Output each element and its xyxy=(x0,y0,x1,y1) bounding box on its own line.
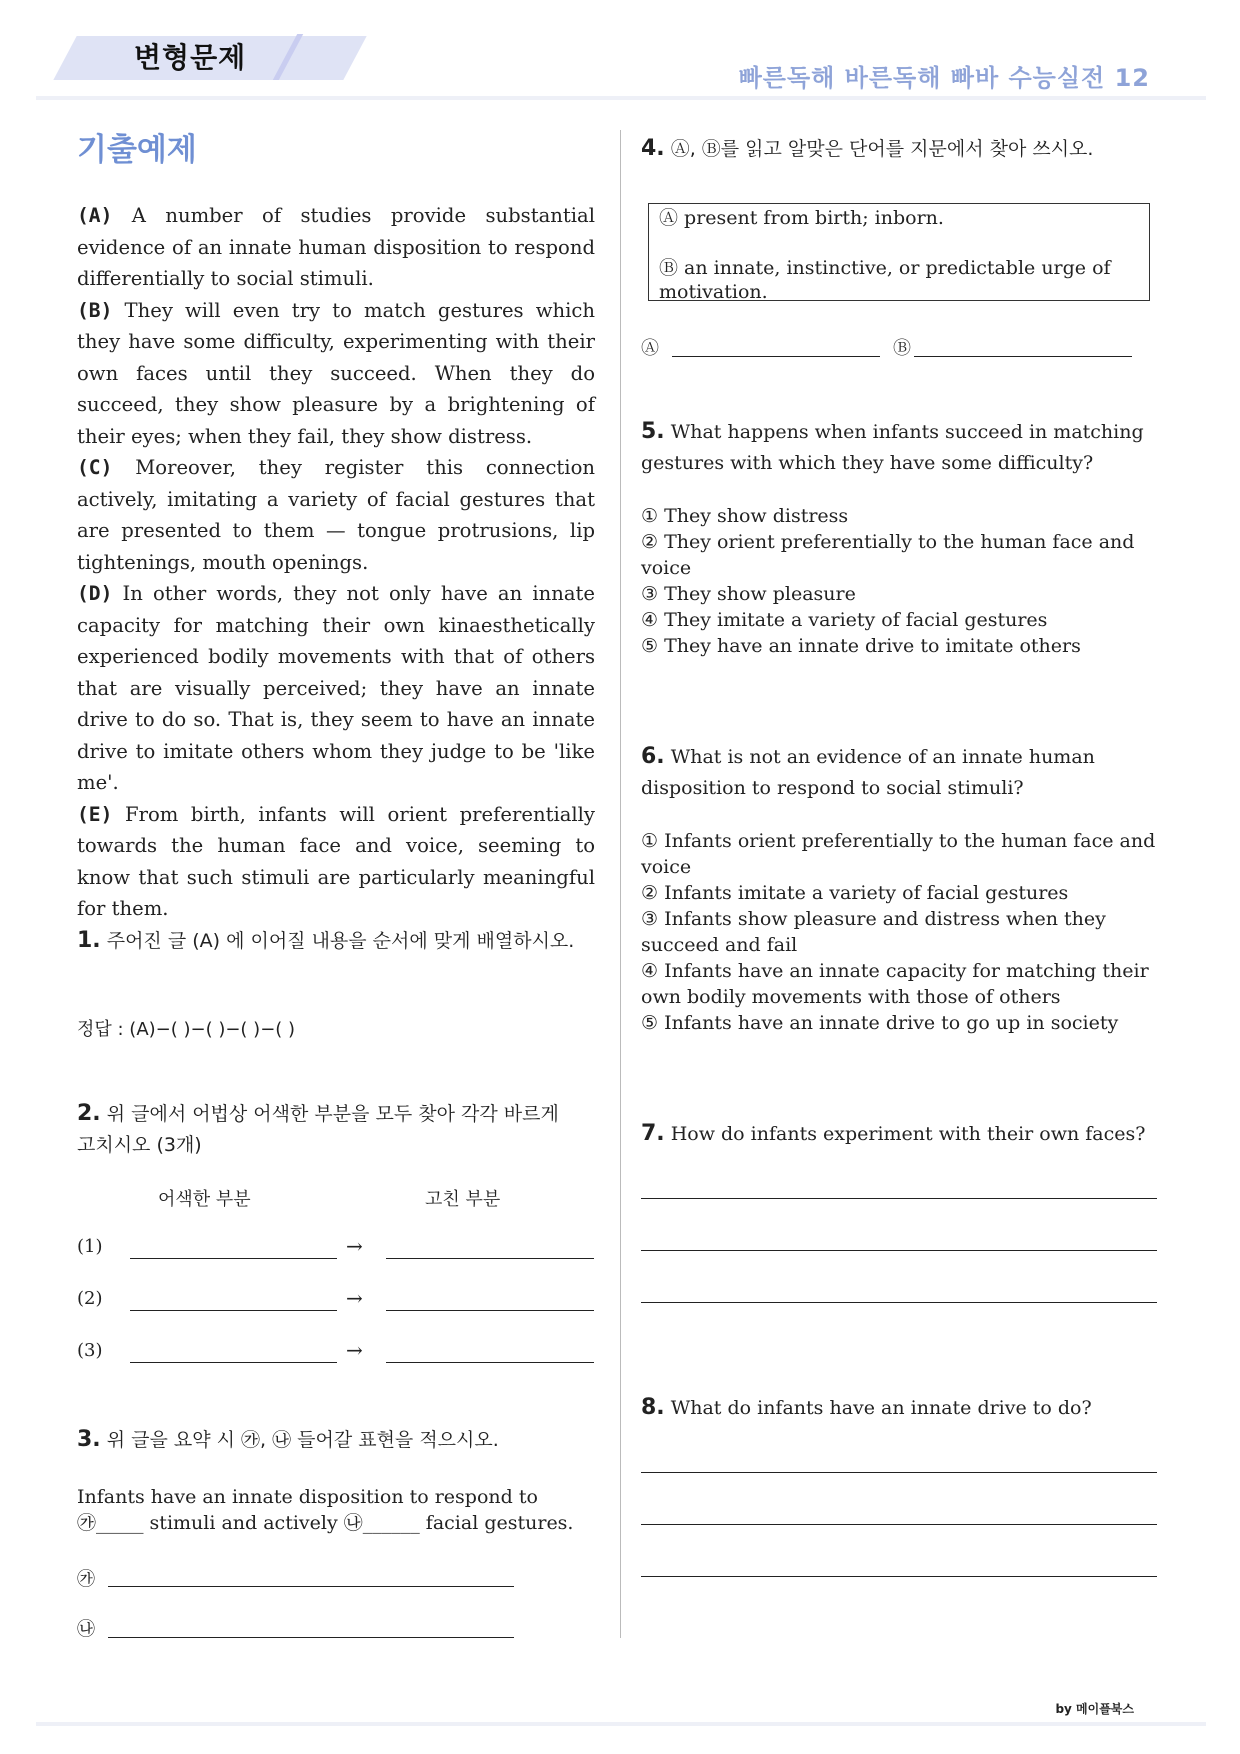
option[interactable]: ① Infants orient preferentially to the human face and voice xyxy=(641,830,1156,878)
question-text: Ⓐ, Ⓑ를 읽고 알맞은 단어를 지문에서 찾아 쓰시오. xyxy=(664,138,1094,160)
paragraph-text: From birth, infants will orient preferentially towards the human face and voice, seeming to know that such stimuli are particularly meaningful for them. xyxy=(77,802,595,920)
question-number: 4. xyxy=(641,136,665,161)
question-7 xyxy=(641,1118,1181,1150)
question-text: What happens when infants succeed in matching gestures with which they have some difficulty? xyxy=(641,421,1144,474)
paragraph-label: (C) xyxy=(77,456,113,479)
passage-paragraph-e xyxy=(77,799,595,925)
paragraph-text: They will even try to match gestures which they have some difficulty, experimenting with their own faces until they succeed. When they do succeed, they show pleasure by a brightening of their eyes; when they fail, they show distress. xyxy=(77,298,595,448)
option[interactable]: ④ They imitate a variety of facial gestures xyxy=(641,609,1048,631)
q5-options xyxy=(641,503,1151,659)
answer-line[interactable] xyxy=(641,1524,1157,1525)
option[interactable]: ③ They show pleasure xyxy=(641,583,856,605)
answer-blank-b[interactable] xyxy=(914,356,1132,357)
answer-blank-a[interactable] xyxy=(108,1586,514,1587)
answer-label-a: ㉮ xyxy=(77,1569,95,1590)
definition-b: Ⓑ an innate, instinctive, or predictable urge of motivation. xyxy=(659,257,1111,303)
paragraph-label: (E) xyxy=(77,802,113,826)
option[interactable]: ② Infants imitate a variety of facial gestures xyxy=(641,882,1069,904)
passage-paragraph-b xyxy=(77,295,595,453)
answer-label-b: ㉯ xyxy=(77,1619,95,1640)
paragraph-text: A number of studies provide substantial evidence of an innate human disposition to respond differentially to social stimuli. xyxy=(77,204,595,290)
passage-paragraph-d xyxy=(77,578,595,799)
publisher-credit: by 메이플북스 xyxy=(1055,1702,1134,1716)
header-series-title: 빠른독해 바른독해 빠바 수능실전 12 xyxy=(738,64,1150,92)
passage-paragraph-c xyxy=(77,452,595,578)
option[interactable]: ④ Infants have an innate capacity for matching their own bodily movements with those of others xyxy=(641,960,1149,1008)
answer-blank-fixed[interactable] xyxy=(386,1362,594,1363)
option[interactable]: ① They show distress xyxy=(641,505,849,527)
summary-sentence xyxy=(77,1484,597,1536)
paragraph-label: (D) xyxy=(77,582,113,605)
summary-line: Infants have an innate disposition to respond to xyxy=(77,1486,538,1508)
col-header-fixed: 고친 부분 xyxy=(425,1189,501,1210)
answer-blank-fixed[interactable] xyxy=(386,1310,594,1311)
answer-blank-wrong[interactable] xyxy=(130,1362,337,1363)
question-number: 1. xyxy=(77,928,101,953)
paragraph-text: Moreover, they register this connection actively, imitating a variety of facial gestures that are presented to them — tongue protrusions, lip tightenings, mouth openings. xyxy=(77,456,595,574)
question-1 xyxy=(77,925,595,957)
question-number: 8. xyxy=(641,1395,665,1420)
definition-box xyxy=(648,203,1150,301)
paragraph-text: In other words, they not only have an innate capacity for matching their own kinaesthetically experienced bodily movements with that of others that are visually perceived; they have an innate drive to do so. That is, they seem to have an innate drive to imitate others whom they judge to be 'like me'. xyxy=(77,582,595,794)
passage-paragraph-a xyxy=(77,200,595,295)
answer-blank-wrong[interactable] xyxy=(130,1258,337,1259)
question-number: 5. xyxy=(641,419,665,444)
answer-blank-fixed[interactable] xyxy=(386,1258,594,1259)
answer-blank-b[interactable] xyxy=(108,1637,514,1638)
question-5 xyxy=(641,416,1146,479)
question-text: 위 글에서 어법상 어색한 부분을 모두 찾아 각각 바르게 고치시오 (3개) xyxy=(77,1103,559,1156)
summary-blank-a: ㉮_____ xyxy=(77,1512,144,1534)
summary-blank-b: ㉯______ xyxy=(343,1512,420,1534)
summary-line xyxy=(77,1510,597,1536)
answer-blank-a[interactable] xyxy=(672,356,880,357)
row-label: (2) xyxy=(77,1288,103,1309)
answer-label-b: Ⓑ xyxy=(893,338,911,359)
question-text: 주어진 글 (A) 에 이어질 내용을 순서에 맞게 배열하시오. xyxy=(100,930,575,952)
answer-label-a: Ⓐ xyxy=(641,338,659,359)
header-badge-title: 변형문제 xyxy=(134,41,247,74)
definition-a: Ⓐ present from birth; inborn. xyxy=(659,207,944,229)
answer-blank-wrong[interactable] xyxy=(130,1310,337,1311)
row-label: (1) xyxy=(77,1236,103,1257)
summary-text: stimuli and actively xyxy=(143,1512,344,1534)
row-label: (3) xyxy=(77,1340,103,1361)
question-number: 2. xyxy=(77,1101,101,1126)
arrow-icon: → xyxy=(346,1286,363,1310)
question-text: 위 글을 요약 시 ㉮, ㉯ 들어갈 표현을 적으시오. xyxy=(100,1429,499,1451)
question-number: 6. xyxy=(641,744,665,769)
question-3 xyxy=(77,1424,595,1456)
question-8 xyxy=(641,1392,1181,1424)
question-text: What do infants have an innate drive to do? xyxy=(664,1397,1092,1419)
answer-line[interactable] xyxy=(641,1576,1157,1577)
arrow-icon: → xyxy=(346,1338,363,1362)
answer-label: 정답 : xyxy=(77,1019,130,1040)
col-header-wrong: 어색한 부분 xyxy=(158,1189,251,1210)
answer-template[interactable]: (A)−( )−( )−( )−( ) xyxy=(129,1019,296,1040)
question-number: 3. xyxy=(77,1427,101,1452)
question-text: How do infants experiment with their own faces? xyxy=(664,1123,1146,1145)
q1-answer-row xyxy=(77,1015,295,1041)
option[interactable]: ② They orient preferentially to the human face and voice xyxy=(641,531,1135,579)
question-2 xyxy=(77,1098,577,1161)
question-4 xyxy=(641,133,1181,165)
section-title: 기출예제 xyxy=(77,132,197,168)
option[interactable]: ⑤ They have an innate drive to imitate others xyxy=(641,635,1081,657)
column-divider xyxy=(620,130,621,1638)
paragraph-label: (B) xyxy=(77,298,113,322)
answer-line[interactable] xyxy=(641,1472,1157,1473)
option[interactable]: ③ Infants show pleasure and distress when they succeed and fail xyxy=(641,908,1106,956)
q6-options xyxy=(641,828,1159,1036)
summary-text: facial gestures. xyxy=(419,1512,574,1534)
option[interactable]: ⑤ Infants have an innate drive to go up in society xyxy=(641,1012,1119,1034)
header-divider xyxy=(36,96,1206,100)
question-number: 7. xyxy=(641,1121,665,1146)
answer-line[interactable] xyxy=(641,1250,1157,1251)
arrow-icon: → xyxy=(346,1234,363,1258)
answer-line[interactable] xyxy=(641,1302,1157,1303)
question-text: What is not an evidence of an innate human disposition to respond to social stimuli? xyxy=(641,746,1095,799)
question-6 xyxy=(641,741,1146,804)
answer-line[interactable] xyxy=(641,1198,1157,1199)
reading-passage xyxy=(77,200,595,925)
footer-divider xyxy=(36,1722,1206,1726)
paragraph-label: (A) xyxy=(77,204,113,227)
